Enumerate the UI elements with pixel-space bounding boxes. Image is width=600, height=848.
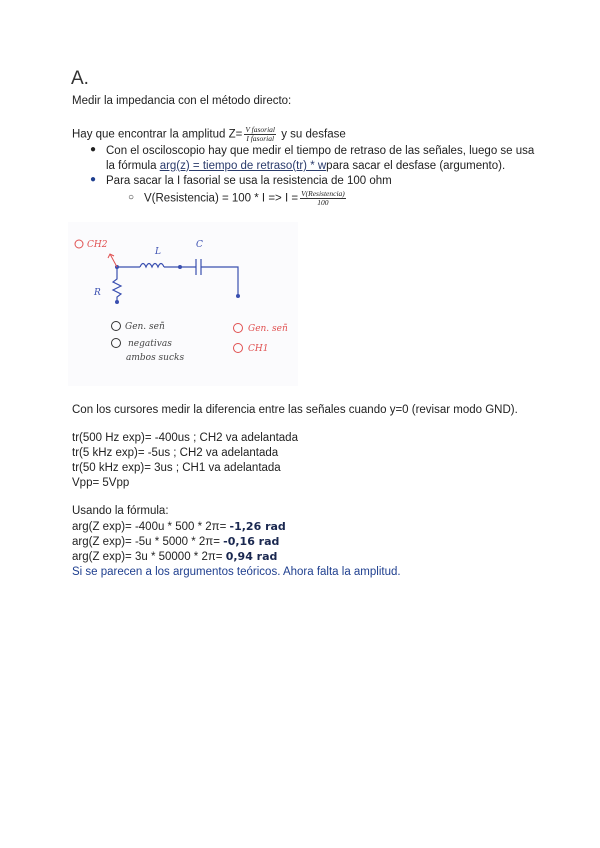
section-heading: A. (71, 68, 89, 89)
node-dot (236, 294, 240, 298)
sub-bullet-prefix: V(Resistencia) = 100 * I => I = (144, 192, 299, 205)
formula-line (72, 535, 279, 549)
fraction-denominator: I fasorial (246, 134, 275, 143)
amplitude-line (72, 126, 346, 143)
bullet-1-line1: Con el osciloscopio hay que medir el tiempo de retraso de las señales, luego se usa (106, 145, 535, 157)
measurement-line: tr(50 kHz exp)= 3us ; CH1 va adelantada (72, 462, 281, 474)
amplitude-suffix: y su desfase (281, 128, 346, 141)
bullet-1-prefix: la fórmula (106, 160, 160, 172)
sub-bullet-icon: ○ (128, 192, 135, 203)
bullet-icon: ● (90, 174, 97, 185)
label-gen-negative: Gen. señ (125, 322, 165, 332)
measurement-line: Vpp= 5Vpp (72, 477, 130, 489)
fraction-numerator: V fasorial (245, 125, 276, 134)
label-ch2: CH2 (87, 240, 108, 250)
impedance-fraction (244, 126, 276, 143)
formula-result: -0,16 rad (223, 535, 280, 548)
circuit-diagram (68, 222, 298, 386)
fraction-numerator: V(Resistencia) (301, 189, 345, 198)
label-both-probes: ambos sucks (126, 353, 185, 363)
formula-expr: arg(Z exp)= -5u * 5000 * 2π= (72, 536, 224, 548)
formula-title: Usando la fórmula: (72, 505, 169, 517)
formula-link[interactable]: arg(z) = tiempo de retraso(tr) * w (159, 160, 327, 172)
bullet-icon: ● (90, 144, 97, 155)
label-capacitor: C (196, 240, 203, 250)
formula-result: -1,26 rad (229, 520, 286, 533)
node-dot (178, 265, 182, 269)
measurement-line: tr(500 Hz exp)= -400us ; CH2 va adelantada (72, 432, 298, 444)
formula-line (72, 550, 277, 564)
bullet-2: Para sacar la I fasorial se usa la resistencia de 100 ohm (106, 175, 392, 187)
label-resistor: R (94, 288, 101, 298)
label-inductor: L (155, 247, 161, 257)
label-gen-positive: Gen. señ (248, 324, 288, 334)
node-dot (115, 300, 119, 304)
current-fraction (300, 190, 346, 207)
cursors-text: Con los cursores medir la diferencia entre las señales cuando y=0 (revisar modo GND). (72, 404, 518, 416)
sub-bullet (144, 190, 348, 207)
label-negatives: negativas (128, 339, 172, 349)
formula-result: 0,94 rad (225, 550, 278, 563)
formula-expr: arg(Z exp)= 3u * 50000 * 2π= (72, 551, 226, 563)
measurement-line: tr(5 kHz exp)= -5us ; CH2 va adelantada (72, 447, 279, 459)
formula-line (72, 520, 286, 534)
bullet-1-suffix: para sacar el desfase (argumento). (326, 160, 506, 172)
amplitude-prefix: Hay que encontrar la amplitud Z= (72, 128, 243, 141)
fraction-denominator: 100 (317, 198, 329, 207)
bullet-1-line2 (106, 159, 505, 173)
intro-text: Medir la impedancia con el método directo: (72, 95, 292, 107)
conclusion-text: Si se parecen a los argumentos teóricos. Ahora falta la amplitud. (72, 566, 401, 578)
label-ch1: CH1 (248, 344, 269, 354)
formula-expr: arg(Z exp)= -400u * 500 * 2π= (72, 521, 230, 533)
